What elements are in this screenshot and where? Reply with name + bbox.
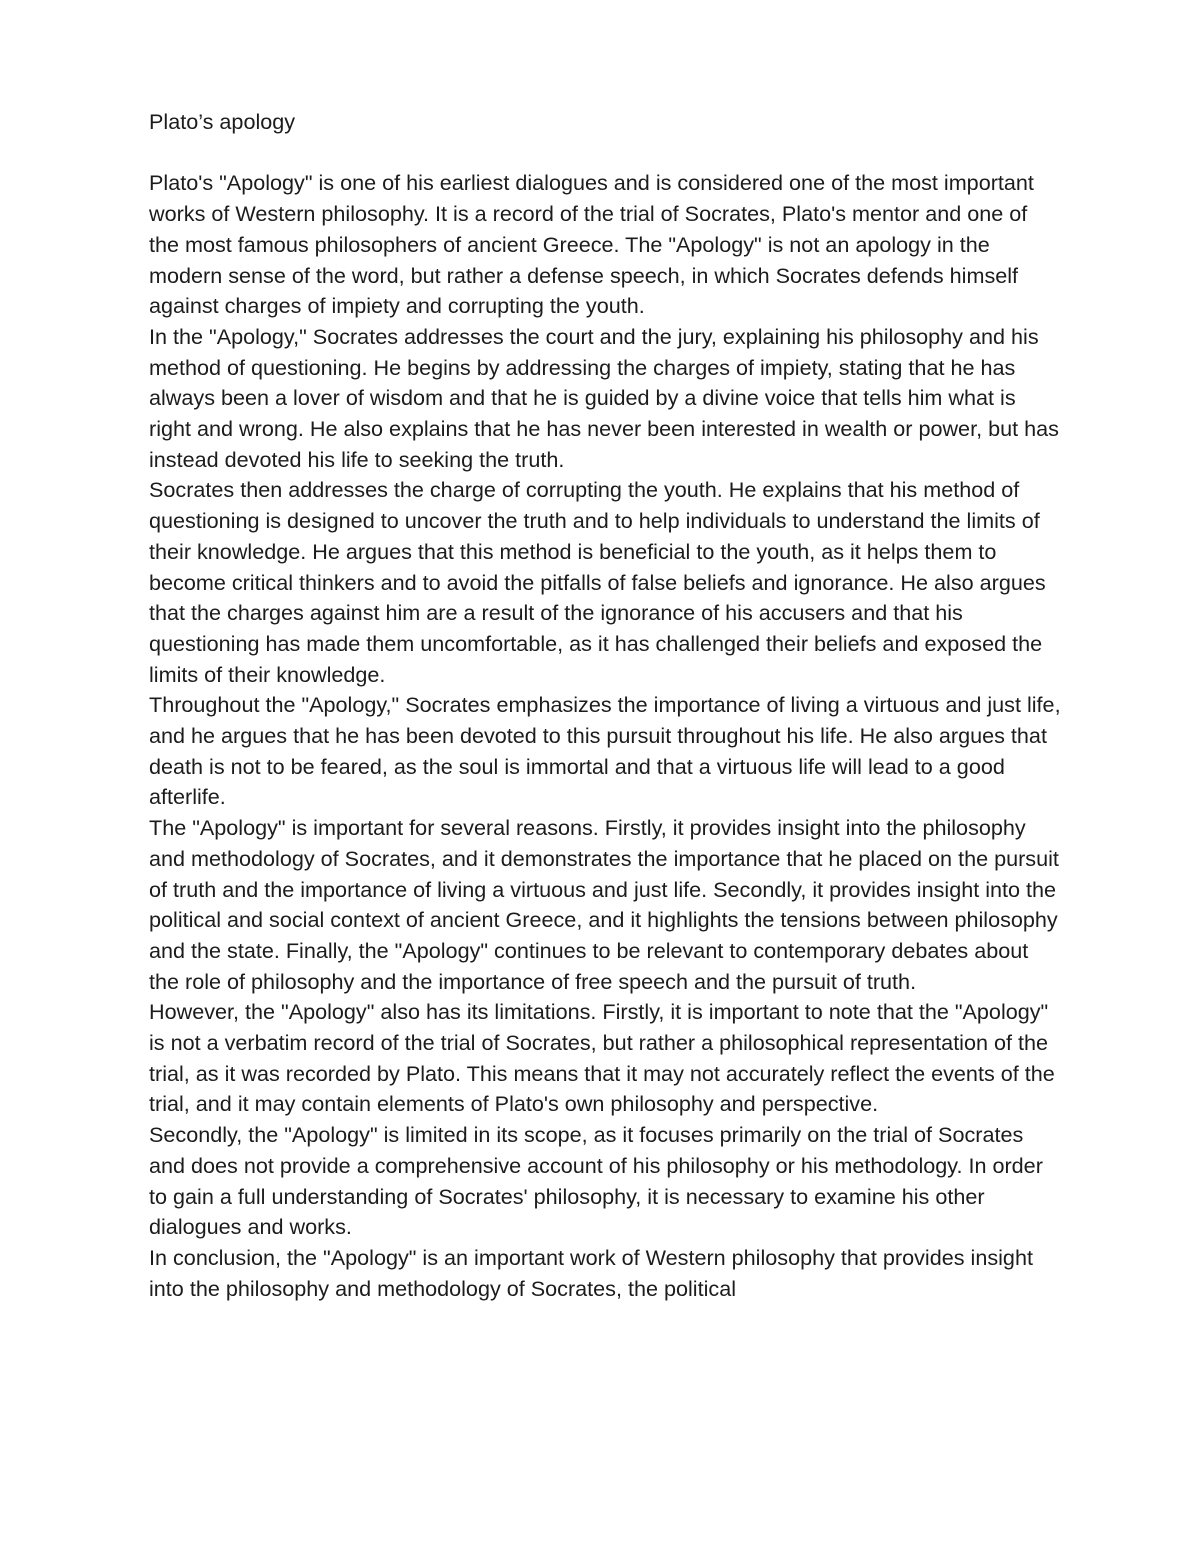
paragraph-limitations: However, the "Apology" also has its limitations. Firstly, it is important to note that the "Apology" is not a verbatim record of the trial of Socrates, but rather a philosophical representation of the trial, as it was recorded by Plato. This means that it may not accurately reflect the events of the trial, and it may contain elements of Plato's own philosophy and perspective. [149,999,1055,1117]
paragraph-corrupting-youth: Socrates then addresses the charge of corrupting the youth. He explains that his method of questioning is designed to uncover the truth and to help individuals to understand the limits of their knowledge. He argues that this method is beneficial to the youth, as it helps them to become critical thinkers and to avoid the pitfalls of false beliefs and ignorance. He also argues that the charges against him are a result of the ignorance of his accusers and that his questioning has made them uncomfortable, as it has challenged their beliefs and exposed the limits of their knowledge. [149,477,1046,687]
document-title: Plato’s apology [149,109,296,134]
paragraph-defense: In the "Apology," Socrates addresses the court and the jury, explaining his philosophy and his method of questioning. He begins by addressing the charges of impiety, stating that he has always been a lover of wisdom and that he is guided by a divine voice that tells him what is right and wrong. He also explains that he has never been interested in wealth or power, but has instead devoted his life to seeking the truth. [149,323,1059,472]
paragraph-importance: The "Apology" is important for several reasons. Firstly, it provides insight into the philosophy and methodology of Socrates, and it demonstrates the importance that he placed on the pursuit of truth and the importance of living a virtuous and just life. Secondly, it provides insight into the political and social context of ancient Greece, and it highlights the tensions between philosophy and the state. Finally, the "Apology" continues to be relevant to contemporary debates about the role of philosophy and the importance of free speech and the pursuit of truth. [149,815,1059,994]
paragraph-conclusion: In conclusion, the "Apology" is an important work of Western philosophy that provides insight into the philosophy and methodology of Socrates, the political [149,1245,1033,1301]
paragraph-scope: Secondly, the "Apology" is limited in its scope, as it focuses primarily on the trial of Socrates and does not provide a comprehensive account of his philosophy or his methodology. In order to gain a full understanding of Socrates' philosophy, it is necessary to examine his other dialogues and works. [149,1122,1043,1240]
paragraph-intro: Plato's "Apology" is one of his earliest dialogues and is considered one of the most important works of Western philosophy. It is a record of the trial of Socrates, Plato's mentor and one of the most famous philosophers of ancient Greece. The "Apology" is not an apology in the modern sense of the word, but rather a defense speech, in which Socrates defends himself against charges of impiety and corrupting the youth. [149,170,1034,319]
paragraph-virtuous-life: Throughout the "Apology," Socrates emphasizes the importance of living a virtuous and just life, and he argues that he has been devoted to this pursuit throughout his life. He also argues that death is not to be feared, as the soul is immortal and that a virtuous life will lead to a good afterlife. [149,692,1061,810]
document-body [149,107,1061,1304]
